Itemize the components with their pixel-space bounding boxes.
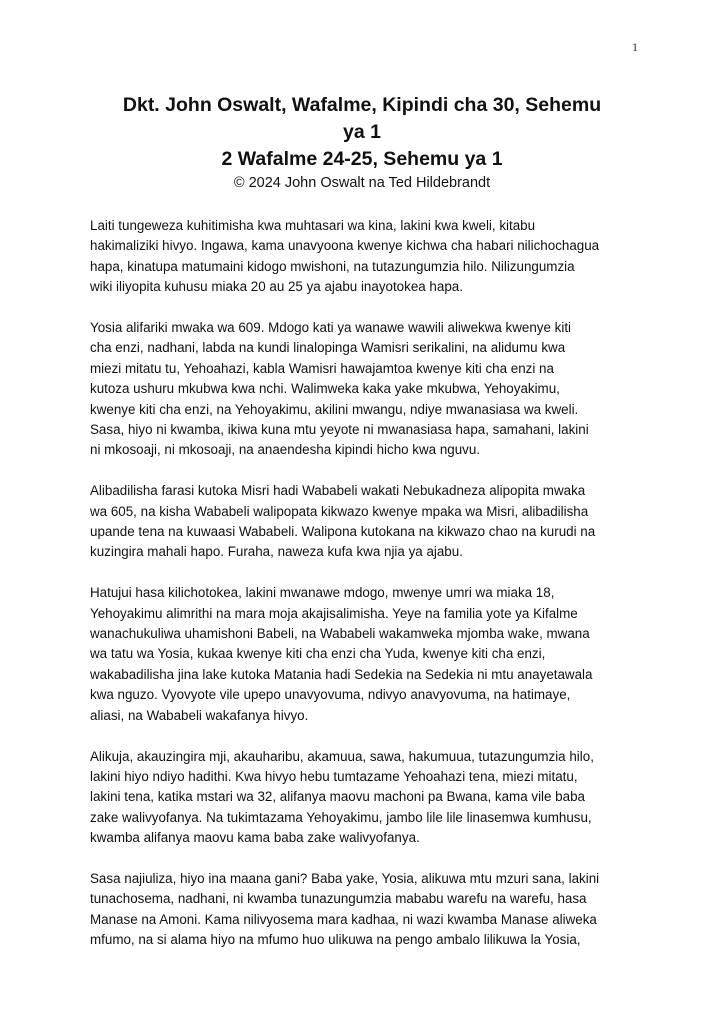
paragraph <box>90 747 638 849</box>
paragraph-line: miezi mitatu tu, Yehoahazi, kabla Wamisri hawajamtoa kwenye kiti cha enzi na <box>90 360 554 376</box>
paragraph-line: lakini tena, katika mstari wa 32, alifanya maovu machoni pa Bwana, kama vile baba <box>90 789 585 805</box>
paragraph-line: kutoza ushuru mkubwa kwa nchi. Walimweka kaka yake mkubwa, Yehoyakimu, <box>90 381 560 397</box>
paragraph-line: Sasa, hiyo ni kwamba, ikiwa kuna mtu yeyote ni mwanasiasa hapa, samahani, lakini <box>90 422 589 438</box>
paragraph <box>90 869 638 951</box>
paragraph-line: lakini hiyo ndiyo hadithi. Kwa hivyo hebu tumtazame Yehoahazi tena, miezi mitatu, <box>90 768 578 784</box>
paragraph-line: Manase na Amoni. Kama nilivyosema mara kadhaa, ni wazi kwamba Manase aliweka <box>90 911 597 927</box>
paragraph-line: Hatujui hasa kilichotokea, lakini mwanawe mdogo, mwenye umri wa miaka 18, <box>90 585 555 601</box>
copyright-notice: © 2024 John Oswalt na Ted Hildebrandt <box>233 175 491 191</box>
paragraph-line: aliasi, na Wababeli wakafanya hivyo. <box>90 707 309 723</box>
document-body <box>90 216 638 971</box>
document-header <box>90 92 634 193</box>
paragraph-line: Alibadilisha farasi kutoka Misri hadi Wababeli wakati Nebukadneza alipopita mwaka <box>90 483 586 499</box>
paragraph-line: tunachosema, nadhani, ni kwamba tunazungumzia mababu warefu na warefu, hasa <box>90 891 587 907</box>
paragraph-line: kwenye kiti cha enzi, na Yehoyakimu, akilini mwangu, ndiye mwanasiasa wa kweli. <box>90 401 579 417</box>
paragraph-line: kwa nguzo. Vyovyote vile upepo unavyovuma, ndivyo anavyovuma, na hatimaye, <box>90 687 571 703</box>
paragraph-line: wakabadilisha jina lake kutoka Matania hadi Sedekia na Sedekia ni mtu anayetawala <box>90 666 593 682</box>
paragraph-line: kwamba alifanya maovu kama baba zake walivyofanya. <box>90 830 420 846</box>
paragraph-line: Yosia alifariki mwaka wa 609. Mdogo kati ya wanawe wawili aliwekwa kwenye kiti <box>90 320 572 336</box>
paragraph-line: ni mkosoaji, ni mkosoaji, na anaendesha kipindi hicho kwa nguvu. <box>90 442 481 458</box>
document-subtitle: 2 Wafalme 24-25, Sehemu ya 1 <box>221 148 503 170</box>
paragraph-line: wanachukuliwa uhamishoni Babeli, na Wababeli wakamweka mjomba wake, mwana <box>90 626 590 642</box>
paragraph <box>90 481 638 563</box>
paragraph-line: upande tena na kuwaasi Wababeli. Walipona kutokana na kikwazo chao na kurudi na <box>90 524 596 540</box>
paragraph-line: Yehoyakimu alimrithi na mara moja akajisalimisha. Yeye na familia yote ya Kifalme <box>90 605 578 621</box>
paragraph-line: cha enzi, nadhani, labda na kundi linalopinga Wamisri serikalini, na alidumu kwa <box>90 340 566 356</box>
paragraph-line: zake walivyofanya. Na tukimtazama Yehoyakimu, jambo lile lile linasemwa kumhusu, <box>90 809 592 825</box>
paragraph <box>90 318 638 461</box>
paragraph-line: Alikuja, akauzingira mji, akauharibu, akamuua, sawa, hakumuua, tutazungumzia hilo, <box>90 748 594 764</box>
paragraph-line: mfumo, na si alama hiyo na mfumo huo ulikuwa na pengo ambalo lilikuwa la Yosia, <box>90 932 581 948</box>
paragraph-line: wa 605, na kisha Wababeli walipopata kikwazo kwenye mpaka wa Misri, alibadilisha <box>90 503 589 519</box>
document-title-line-1: Dkt. John Oswalt, Wafalme, Kipindi cha 30, Sehemu <box>122 94 602 116</box>
paragraph-line: hapa, kinatupa matumaini kidogo mwishoni, na tutazungumzia hilo. Nilizungumzia <box>90 258 575 274</box>
paragraph-line: Sasa najiuliza, hiyo ina maana gani? Baba yake, Yosia, alikuwa mtu mzuri sana, lakini <box>90 870 600 886</box>
paragraph <box>90 216 638 298</box>
paragraph-line: hakimaliziki hivyo. Ingawa, kama unavyoona kwenye kichwa cha habari nilichochagua <box>90 238 600 254</box>
paragraph <box>90 583 638 726</box>
paragraph-line: Laiti tungeweza kuhitimisha kwa muhtasari wa kina, lakini kwa kweli, kitabu <box>90 218 536 233</box>
paragraph-line: kuzingira mahali hapo. Furaha, naweza kufa kwa njia ya ajabu. <box>90 544 463 560</box>
document-title-line-2: ya 1 <box>343 121 381 143</box>
paragraph-line: wiki iliyopita kuhusu miaka 20 au 25 ya ajabu inayotokea hapa. <box>90 279 463 295</box>
paragraph-line: wa tatu wa Yosia, kukaa kwenye kiti cha enzi cha Yuda, kwenye kiti cha enzi, <box>90 646 546 662</box>
page-number: 1 <box>632 40 638 54</box>
